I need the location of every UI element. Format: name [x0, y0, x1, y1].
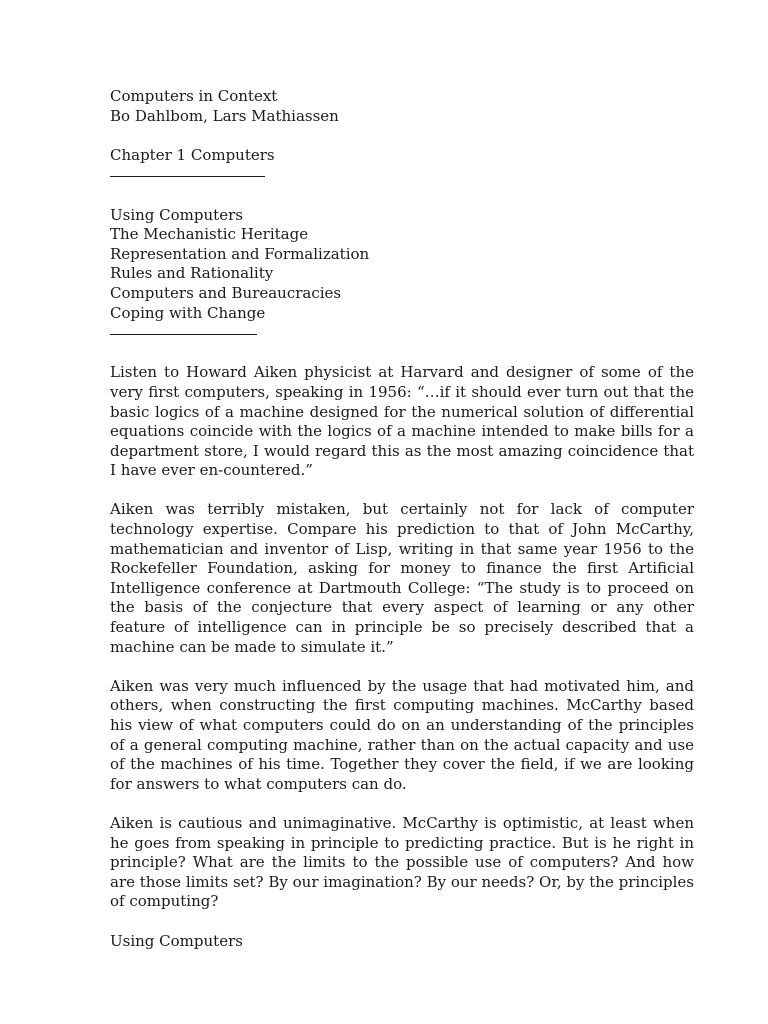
spacer — [110, 126, 694, 146]
body-paragraph: Listen to Howard Aiken physicist at Harvard and designer of some of the very first computers, speaking in 1956: “…if it should ever turn out that the basic logics of a machine designed for the numerical solution of differential equations coincide with the logics of a machine intended to make bills for a department store, I would regard this as the most amazing coincidence that I have ever en-countered.” — [110, 363, 694, 480]
chapter-title: Chapter 1 Computers — [110, 145, 275, 164]
toc-item: Rules and Rationality — [110, 264, 274, 283]
divider-top — [110, 165, 265, 177]
book-title: Computers in Context — [110, 87, 278, 105]
book-authors: Bo Dahlbom, Lars Mathiassen — [110, 106, 339, 125]
spacer — [110, 344, 694, 364]
body-paragraph: Aiken is cautious and unimaginative. McCarthy is optimistic, at least when he goes from speaking in principle to predicting practice. But is he right in principle? What are the limits to the possible use of computers? And how are those limits set? By our imagination? By our needs? Or, by the principles of computing? — [110, 813, 694, 911]
body-paragraph: Aiken was very much influenced by the usage that had motivated him, and others, when constructing the first computing machines. McCarthy based his view of what computers could do on an understanding of the principles of a general computing machine, rather than on the actual capacity and use of the machines of his time. Together they cover the field, if we are looking for answers to what computers can do. — [110, 676, 694, 793]
spacer — [110, 186, 694, 206]
toc-item: Representation and Formalization — [110, 244, 370, 263]
document-page — [110, 87, 694, 951]
toc-item: Using Computers — [110, 205, 243, 224]
chapter-contents — [110, 206, 694, 324]
section-heading: Using Computers — [110, 931, 243, 950]
toc-item: Coping with Change — [110, 303, 266, 322]
toc-item: The Mechanistic Heritage — [110, 225, 309, 244]
toc-item: Computers and Bureaucracies — [110, 283, 342, 302]
divider-bottom — [110, 323, 257, 335]
body-paragraph: Aiken was terribly mistaken, but certainly not for lack of computer technology expertise. Compare his prediction to that of John McCarthy, mathematician and inventor of Lisp, writing in that same year 1956 to the Rockefeller Foundation, asking for money to finance the first Artificial Intelligence conference at Dartmouth College: “The study is to proceed on the basis of the conjecture that every aspect of learning or any other feature of intelligence can in principle be so precisely described that a machine can be made to simulate it.” — [110, 500, 694, 656]
